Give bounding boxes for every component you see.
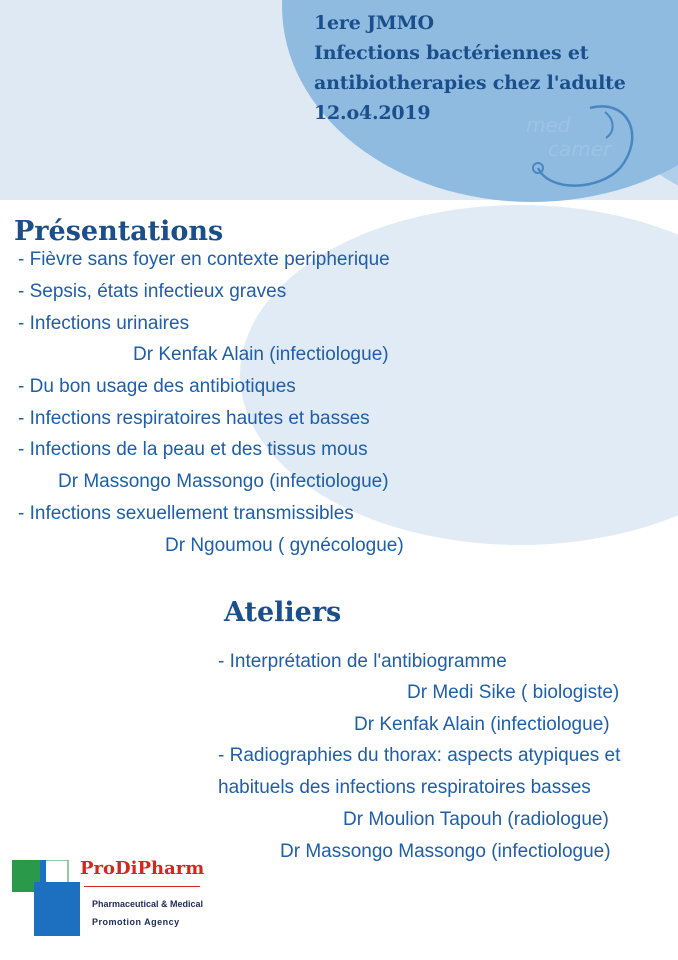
atelier-item: - Radiographies du thorax: aspects atypiques et bbox=[218, 745, 621, 766]
presentations-title: Présentations bbox=[14, 216, 224, 247]
presentation-item: - Fièvre sans foyer en contexte peripherique bbox=[18, 249, 390, 270]
prodipharm-logo bbox=[12, 858, 205, 938]
atelier-speaker: Dr Moulion Tapouh (radiologue) bbox=[343, 809, 609, 830]
presentation-item: - Infections de la peau et des tissus mous bbox=[18, 439, 368, 460]
presentation-item: - Infections sexuellement transmissibles bbox=[18, 503, 354, 524]
atelier-speaker: Dr Massongo Massongo (infectiologue) bbox=[280, 841, 611, 862]
presentation-speaker: Dr Kenfak Alain (infectiologue) bbox=[133, 344, 389, 365]
presentation-item: - Infections respiratoires hautes et basses bbox=[18, 408, 370, 429]
event-title-line-2: antibiotherapies chez l'adulte bbox=[314, 72, 626, 94]
medcamer-logo-med: med bbox=[526, 113, 571, 137]
prodipharm-tagline-2: Promotion Agency bbox=[92, 917, 180, 927]
atelier-item-continued: habituels des infections respiratoires basses bbox=[218, 777, 591, 798]
presentation-item: - Sepsis, états infectieux graves bbox=[18, 281, 287, 302]
event-name: 1ere JMMO bbox=[314, 12, 434, 34]
atelier-speaker: Dr Kenfak Alain (infectiologue) bbox=[354, 714, 610, 735]
medcamer-logo bbox=[520, 98, 660, 198]
presentation-item: - Du bon usage des antibiotiques bbox=[18, 376, 296, 397]
prodipharm-name: ProDiPharm bbox=[80, 858, 205, 879]
event-date: 12.o4.2019 bbox=[314, 102, 431, 124]
ateliers-title: Ateliers bbox=[224, 597, 342, 628]
prodipharm-tagline-1: Pharmaceutical & Medical bbox=[92, 899, 204, 909]
atelier-speaker: Dr Medi Sike ( biologiste) bbox=[407, 682, 620, 703]
presentation-speaker: Dr Massongo Massongo (infectiologue) bbox=[58, 471, 389, 492]
atelier-item: - Interprétation de l'antibiogramme bbox=[218, 651, 507, 672]
prodipharm-divider bbox=[84, 886, 200, 887]
medcamer-logo-camer: camer bbox=[548, 137, 612, 161]
presentation-item: - Infections urinaires bbox=[18, 313, 190, 334]
prodipharm-mark-icon bbox=[12, 860, 80, 936]
event-title-line-1: Infections bactériennes et bbox=[314, 42, 589, 64]
presentation-speaker: Dr Ngoumou ( gynécologue) bbox=[165, 535, 404, 556]
